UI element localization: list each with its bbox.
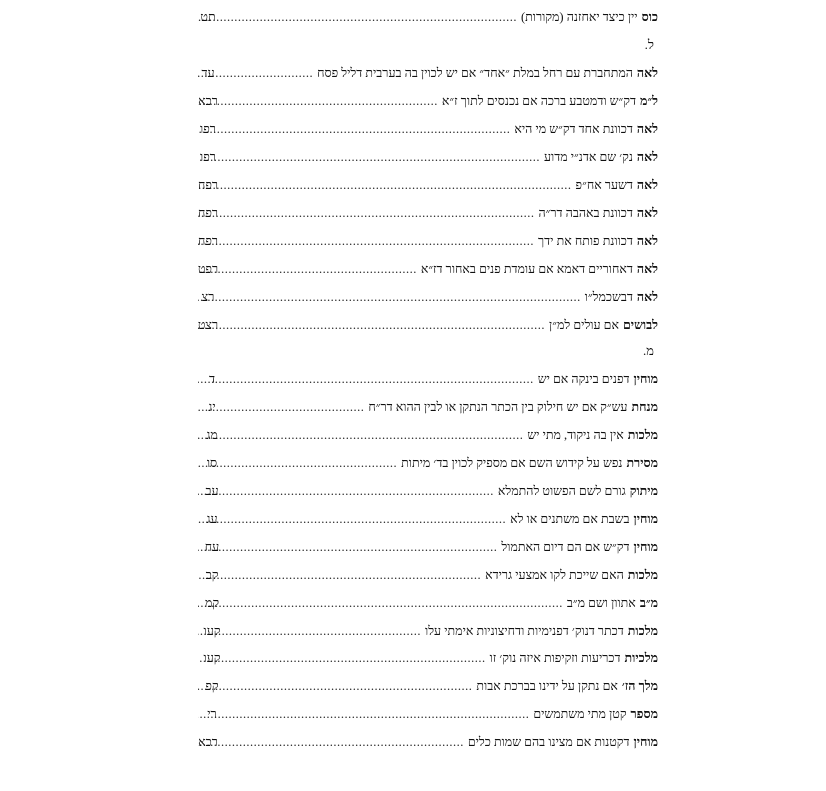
index-entry — [198, 676, 658, 696]
entry-text: דאחוריים דאמא אם עומדת פנים באחור דז״א — [420, 262, 633, 276]
entry-text: האם שייכת לקו אמצעי גרידא — [485, 568, 624, 582]
entry-term: לאה — [636, 178, 658, 192]
index-entry — [198, 397, 658, 417]
leader-dots — [198, 593, 563, 613]
entry-text: גורם לשם הפשוט להתמלא — [497, 484, 626, 498]
entry-page-number: תט — [200, 10, 216, 24]
index-entry — [198, 147, 658, 167]
index-entry — [198, 481, 658, 501]
index-entry — [198, 453, 658, 473]
index-entry — [198, 369, 658, 389]
entry-text: דבשכמל״ו — [584, 290, 633, 304]
entry-term: לבושים — [623, 318, 658, 332]
entry-term: מנחת — [631, 400, 658, 414]
entry-text: אתוון ושם מ״ב — [566, 596, 636, 610]
index-entry — [198, 287, 658, 307]
entry-term: מיתוק — [629, 484, 658, 498]
index-entry — [198, 231, 658, 251]
entry-term: מוחין — [633, 735, 658, 749]
entry-page-number: עד — [201, 66, 215, 80]
entry-term: לאה — [636, 262, 658, 276]
entry-text: בשבת אם משתנים או לא — [510, 512, 630, 526]
entry-page-number: רכא — [198, 735, 218, 749]
entry-page-number: רכא — [198, 94, 218, 108]
entry-text: דשער אח״פ — [575, 178, 633, 192]
entry-page-number: רצט — [197, 318, 219, 332]
entry-page-number: קפ — [205, 679, 219, 693]
index-entry — [198, 203, 658, 223]
index-entry — [198, 593, 658, 613]
entry-term: מלך הז׳ — [621, 679, 658, 693]
entry-page-number: רפו — [200, 150, 216, 164]
index-entry — [198, 704, 658, 724]
leader-dots — [198, 704, 529, 724]
entry-page-number: מג — [206, 428, 218, 442]
entry-text: נק׳ שם אדנ״י מדוע — [543, 150, 633, 164]
entry-page-number: רפח — [197, 206, 219, 220]
entry-page-number: עח — [204, 540, 220, 554]
entry-page-number: רפו — [200, 122, 216, 136]
index-entry — [198, 91, 658, 111]
index-entry — [198, 175, 658, 195]
index-entry — [198, 425, 658, 445]
leader-dots — [198, 732, 464, 752]
index-entry — [198, 537, 658, 557]
section-letter: מ. — [643, 343, 654, 358]
index-entry — [198, 565, 658, 585]
entry-page-number: רפט — [197, 262, 219, 276]
entry-page-number: עב — [205, 484, 219, 498]
leader-dots — [198, 537, 497, 557]
entry-term: מ״ב — [639, 596, 658, 610]
entry-text: דכוונת אחד דק״ש מי היא — [514, 122, 633, 136]
leader-dots — [198, 259, 417, 279]
entry-text: המתחברת עם רחל במלת ״אחד״ אם יש לכוין בה בערבית דליל פסח — [317, 66, 633, 80]
leader-dots — [198, 119, 510, 139]
entry-text: דקטנות אם מצינו בהם שמות כלים — [467, 735, 630, 749]
entry-page-number: יג — [208, 400, 216, 414]
entry-term: מלכיות — [624, 651, 658, 665]
entry-page-number: רפח — [197, 178, 219, 192]
entry-text: נפש על קידוש השם אם מספיק לכוין בד׳ מיתות — [401, 456, 623, 470]
entry-term: לאה — [636, 206, 658, 220]
entry-term: מסירת — [626, 456, 658, 470]
entry-page-number: רפח — [197, 234, 219, 248]
entry-term: כוס — [641, 10, 658, 24]
leader-dots — [198, 565, 481, 585]
index-entry — [198, 648, 658, 668]
leader-dots — [198, 91, 438, 111]
entry-term: לאה — [636, 66, 658, 80]
index-entry — [198, 119, 658, 139]
entry-text: דק״ש ודמטבע ברכה אם נכנסים לתוך ז״א — [441, 94, 636, 108]
leader-dots — [198, 287, 581, 307]
entry-text: עש״ק אם יש חילוק בין הכתר הנתקן או לבין ההוא דר״ח — [368, 400, 628, 414]
leader-dots — [198, 175, 572, 195]
entry-text: קטן מתי משתמשים — [533, 707, 627, 721]
index-entry — [198, 509, 658, 529]
entry-page-number: רצ — [201, 290, 215, 304]
leader-dots — [198, 315, 545, 335]
entry-term: ל״מ — [639, 94, 658, 108]
entry-term: לאה — [636, 234, 658, 248]
entry-term: מוחין — [633, 540, 658, 554]
index-entry — [198, 732, 658, 752]
index-entry — [198, 7, 658, 27]
entry-page-number: ד — [208, 372, 215, 386]
entry-term: לאה — [636, 290, 658, 304]
entry-text: דכוונת פותח את ידך — [538, 234, 633, 248]
index-entry — [198, 315, 658, 335]
leader-dots — [198, 648, 486, 668]
entry-page-number: קמ — [204, 596, 220, 610]
leader-dots — [198, 676, 472, 696]
entry-term: לאה — [636, 150, 658, 164]
leader-dots — [198, 203, 534, 223]
index-entry — [198, 621, 658, 641]
section-letter: ל. — [644, 37, 654, 52]
entry-text: אם עולים למ״ן — [549, 318, 619, 332]
leader-dots — [198, 7, 517, 27]
leader-dots — [198, 147, 540, 167]
entry-text: דק״ש אם הם דיום האתמול — [501, 540, 630, 554]
entry-term: מספר — [630, 707, 658, 721]
entry-term: מוחין — [633, 512, 658, 526]
index-entry — [198, 259, 658, 279]
entry-term: לאה — [636, 122, 658, 136]
entry-page-number: קעו — [203, 651, 221, 665]
entry-page-number: קעו — [203, 624, 221, 638]
leader-dots — [198, 481, 494, 501]
index-entry — [198, 63, 658, 83]
entry-page-number: קכ — [205, 568, 219, 582]
leader-dots — [198, 369, 534, 389]
leader-dots — [198, 509, 506, 529]
entry-term: מוחין — [633, 372, 658, 386]
entry-text: דפנים בינקה אם יש — [537, 372, 630, 386]
entry-term: מלכות — [627, 428, 658, 442]
leader-dots — [198, 425, 523, 445]
entry-text: אין בה ניקוד, מתי יש — [527, 428, 624, 442]
entry-text: דכריעות וזקיפות איזה נוק׳ זו — [489, 651, 621, 665]
entry-page-number: עג — [206, 512, 218, 526]
leader-dots — [198, 621, 421, 641]
entry-text: יין כיצד יאחזנה (מקורות) — [521, 10, 638, 24]
entry-text: דכוונת באהבה דר״ה — [538, 206, 633, 220]
entry-term: מלכות — [627, 624, 658, 638]
entry-text: אם נתקן על ידינו בברכת אבות — [476, 679, 618, 693]
leader-dots — [198, 231, 534, 251]
entry-term: מלכות — [627, 568, 658, 582]
entry-page-number: סו — [206, 456, 218, 470]
entry-text: דכתר דנוק׳ דפנימיות ודחיצוניות אימתי עלו — [425, 624, 624, 638]
entry-page-number: רי — [207, 707, 217, 721]
